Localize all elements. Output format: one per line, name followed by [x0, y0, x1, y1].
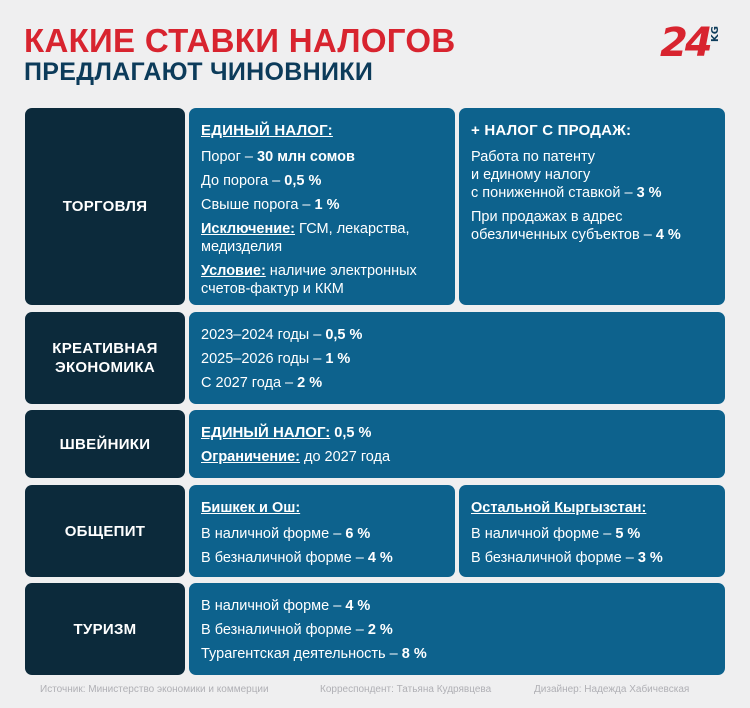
creative-panel: [189, 312, 725, 404]
row-label-tourism: [25, 583, 185, 675]
sewing-limit-line: Ограничение: до 2027 года: [201, 449, 391, 465]
logo-number: 24: [660, 20, 710, 66]
noncash-line: В безналичной форме – 2 %: [201, 622, 393, 638]
sewing-panel: [189, 410, 725, 478]
trade-sales-tax-panel: [459, 108, 725, 305]
tourism-panel: [189, 583, 725, 675]
row-label-text-2: ЭКОНОМИКА: [55, 359, 155, 376]
trade-single-tax-panel: [189, 108, 455, 305]
anon-line-1: При продажах в адрес: [471, 209, 623, 225]
row-label-text: КРЕАТИВНАЯ: [52, 340, 158, 357]
footer-correspondent: Корреспондент: Татьяна Кудрявцева: [320, 684, 492, 695]
logo-24kg: [660, 20, 730, 68]
patent-line-2: и единому налогу: [471, 167, 591, 183]
panel-header: ЕДИНЫЙ НАЛОГ:: [201, 122, 333, 139]
logo-suffix: KG: [710, 26, 721, 42]
creative-line-3: С 2027 года – 2 %: [201, 375, 323, 391]
cash-line: В наличной форме – 5 %: [471, 526, 641, 542]
row-label-text: ШВЕЙНИКИ: [59, 435, 151, 453]
footer-source: Источник: Министерство экономики и коммерции: [40, 684, 269, 695]
above-threshold-line: Свыше порога – 1 %: [201, 197, 340, 213]
noncash-line: В безналичной форме – 4 %: [201, 550, 393, 566]
cash-line: В наличной форме – 4 %: [201, 598, 371, 614]
threshold-line: Порог – 30 млн сомов: [201, 149, 355, 165]
page-subtitle: ПРЕДЛАГАЮТ ЧИНОВНИКИ: [24, 58, 374, 86]
exception-line: Исключение: ГСМ, лекарства,: [201, 221, 410, 237]
condition-line: Условие: наличие электронных: [201, 263, 417, 279]
noncash-line: В безналичной форме – 3 %: [471, 550, 663, 566]
row-label-text: ТОРГОВЛЯ: [62, 198, 148, 215]
creative-line-1: 2023–2024 годы – 0,5 %: [201, 327, 363, 343]
row-label-trade: [25, 108, 185, 305]
row-label-sewing: [25, 410, 185, 478]
panel-header: Остальной Кыргызстан:: [471, 500, 647, 516]
condition-line-2: счетов-фактур и ККМ: [201, 281, 344, 297]
footer-designer: Дизайнер: Надежда Хабичевская: [534, 684, 690, 695]
exception-line-2: медизделия: [201, 239, 283, 255]
row-label-creative: [25, 312, 185, 404]
cash-line: В наличной форме – 6 %: [201, 526, 371, 542]
agency-line: Турагентская деятельность – 8 %: [201, 646, 427, 662]
row-label-text: ТУРИЗМ: [73, 620, 137, 638]
row-label-text: ОБЩЕПИТ: [64, 522, 146, 540]
patent-line-1: Работа по патенту: [471, 149, 596, 165]
catering-right-panel: [459, 485, 725, 577]
row-label-catering: [25, 485, 185, 577]
panel-header: + НАЛОГ С ПРОДАЖ:: [471, 122, 632, 139]
sewing-single-tax-line: ЕДИНЫЙ НАЛОГ: 0,5 %: [201, 424, 372, 441]
creative-line-2: 2025–2026 годы – 1 %: [201, 351, 351, 367]
anon-line-2: обезличенных субъектов – 4 %: [471, 227, 681, 243]
panel-header: Бишкек и Ош:: [201, 500, 301, 516]
below-threshold-line: До порога – 0,5 %: [201, 173, 322, 189]
patent-line-3: с пониженной ставкой – 3 %: [471, 185, 662, 201]
catering-left-panel: [189, 485, 455, 577]
page-title: КАКИЕ СТАВКИ НАЛОГОВ: [24, 22, 456, 59]
